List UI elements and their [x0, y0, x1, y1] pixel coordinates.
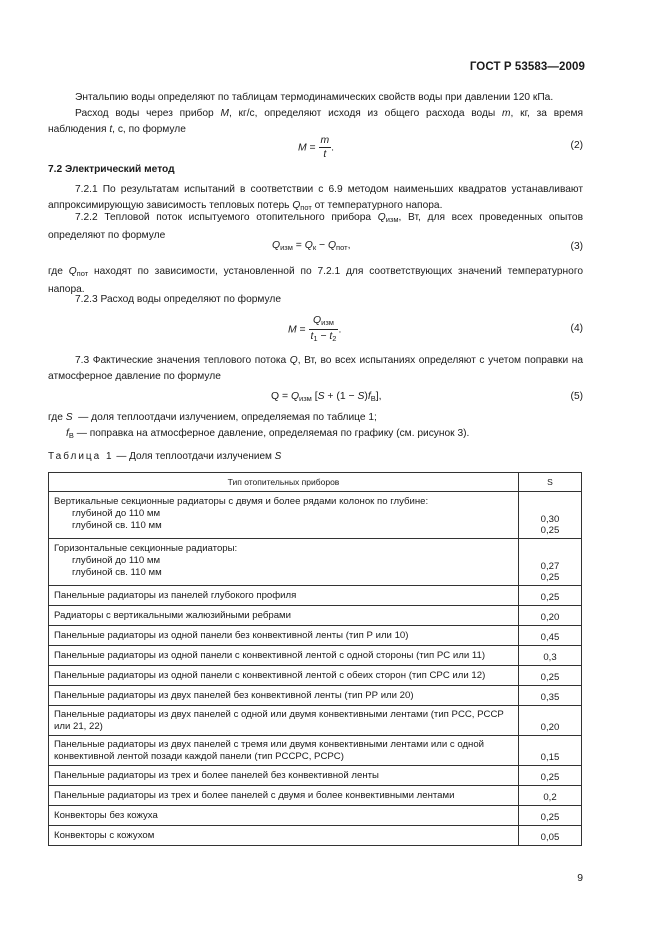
- table-cell-value: 0,20: [519, 706, 582, 736]
- table-cell-type: Панельные радиаторы из одной панели без конвективной ленты (тип Р или 10): [49, 626, 519, 646]
- table-cell-subtype: глубиной св. 110 мм: [72, 519, 162, 531]
- table-cell-type: Радиаторы с вертикальными жалюзийными ребрами: [49, 606, 519, 626]
- table-row: [49, 492, 582, 539]
- equation-4: M = $\frac{Q_{изм}}{t_1 - t_2}$ .: [288, 315, 342, 343]
- table-row: [49, 706, 582, 736]
- table-cell-type: Панельные радиаторы из панелей глубокого профиля: [49, 586, 519, 606]
- table-cell-value: 0,30: [540, 514, 560, 525]
- radiation-share-table: [48, 472, 582, 846]
- equation-3: $Q_{изм} = Q_к - Q_{пот}$,: [272, 240, 351, 252]
- table-cell-value: 0,25: [540, 572, 560, 583]
- table-row: [49, 586, 582, 606]
- paragraph-7-2-3: 7.2.3 Расход воды определяют по формуле: [75, 294, 281, 305]
- equation-number: (3): [570, 241, 583, 252]
- table-header-type: Тип отопительных приборов: [49, 473, 519, 492]
- paragraph-where-qpot: где $Q_{пот}$ находят по зависимости, установленной по 7.2.1 для соответствующих значений температурного напора.: [48, 266, 583, 296]
- table-row: [49, 826, 582, 846]
- equation-number: (4): [570, 323, 583, 334]
- table-cell-type: Панельные радиаторы из двух панелей с одной или двумя конвективными лентами (тип PCC, PCCP или 21, 22): [49, 706, 519, 736]
- table-cell-value: 0,05: [519, 826, 582, 846]
- paragraph-water-flow: Расход воды через прибор M, кг/с, определяют исходя из общего расхода воды m, кг, за время наблюдения t, с, по формуле: [48, 108, 583, 136]
- table-cell-subtype: глубиной до 110 мм: [72, 554, 161, 566]
- table-header-s: S: [519, 473, 582, 492]
- table-row: [49, 686, 582, 706]
- paragraph-7-2-1: 7.2.1 По результатам испытаний в соответствии с 6.9 методом наименьших квадратов устанавливают аппроксимирующую зависимость тепловых потерь $Q_{пот}$ от температурного напора.: [48, 184, 583, 213]
- page-number: 9: [577, 873, 583, 884]
- equation-5: $Q = Q_{изм}$ $[S + (1 - S)f_B]$,: [271, 391, 382, 403]
- table-cell-type: Вертикальные секционные радиаторы с двумя и более рядами колонок по глубине:: [54, 496, 429, 507]
- table-cell-type: Панельные радиаторы из одной панели с конвективной лентой с одной стороны (тип PC или 11): [49, 646, 519, 666]
- table-row: [49, 606, 582, 626]
- table-row: [49, 786, 582, 806]
- table-cell-type: Панельные радиаторы из одной панели с конвективной лентой с обеих сторон (тип CPC или 12): [49, 666, 519, 686]
- table-cell-value: 0,25: [540, 525, 560, 536]
- table-cell-value: 0,25: [519, 586, 582, 606]
- table-cell-type: Конвекторы без кожуха: [49, 806, 519, 826]
- table-row: [49, 626, 582, 646]
- table-row: [49, 646, 582, 666]
- table-cell-type: Горизонтальные секционные радиаторы:: [54, 543, 238, 554]
- paragraph-enthalpy: Энтальпию воды определяют по таблицам термодинамических свойств воды при давлении 120 кПа.: [75, 92, 554, 103]
- table-cell-type: Панельные радиаторы из трех и более панелей без конвективной ленты: [49, 766, 519, 786]
- table-cell-value: 0,2: [519, 786, 582, 806]
- table-cell-value: 0,25: [519, 766, 582, 786]
- table-cell-type: Панельные радиаторы из трех и более панелей с двумя и более конвективными лентами: [49, 786, 519, 806]
- equation-2: M = $\frac{m}{t}$ .: [298, 135, 335, 160]
- table-row: [49, 666, 582, 686]
- equation-number: (5): [570, 391, 583, 402]
- legend-s: где S — доля теплоотдачи излучением, определяемая по таблице 1;: [48, 412, 377, 423]
- paragraph-7-3: 7.3 Фактические значения теплового потока Q, Вт, во всех испытаниях определяют с учетом поправки на атмосферное давление по формуле: [48, 355, 583, 383]
- table-cell-value: 0,25: [519, 806, 582, 826]
- section-heading: 7.2 Электрический метод: [48, 164, 175, 175]
- table-cell-value: 0,25: [519, 666, 582, 686]
- document-header: ГОСТ Р 53583—2009: [469, 61, 585, 73]
- table-cell-value: 0,45: [519, 626, 582, 646]
- table-row: [49, 736, 582, 766]
- table-row: [49, 539, 582, 586]
- table-cell-type: Панельные радиаторы из двух панелей с тремя или двумя конвективными лентами или с одной конвективной лентой позади каждой панели (тип PCCPC, PCPC): [49, 736, 519, 766]
- equation-number: (2): [570, 140, 583, 151]
- table-cell-type: Панельные радиаторы из двух панелей без конвективной ленты (тип РР или 20): [49, 686, 519, 706]
- table-cell-subtype: глубиной св. 110 мм: [72, 566, 162, 578]
- table-cell-value: 0,35: [519, 686, 582, 706]
- table-caption: Таблица 1 — Доля теплоотдачи излучением S: [48, 451, 282, 462]
- table-cell-value: 0,3: [519, 646, 582, 666]
- table-row: [49, 766, 582, 786]
- table-cell-value: 0,20: [519, 606, 582, 626]
- paragraph-7-2-2: 7.2.2 Тепловой поток испытуемого отопительного прибора $Q_{изм}$, Вт, для всех проведенных опытов определяют по формуле: [48, 212, 584, 242]
- table-cell-value: 0,27: [540, 561, 560, 572]
- legend-fb: $f_B$ — поправка на атмосферное давление, определяемая по графику (см. рисунок 3).: [66, 428, 470, 440]
- table-cell-subtype: глубиной до 110 мм: [72, 507, 161, 519]
- table-row: [49, 806, 582, 826]
- table-cell-type: Конвекторы с кожухом: [49, 826, 519, 846]
- table-cell-value: 0,15: [519, 736, 582, 766]
